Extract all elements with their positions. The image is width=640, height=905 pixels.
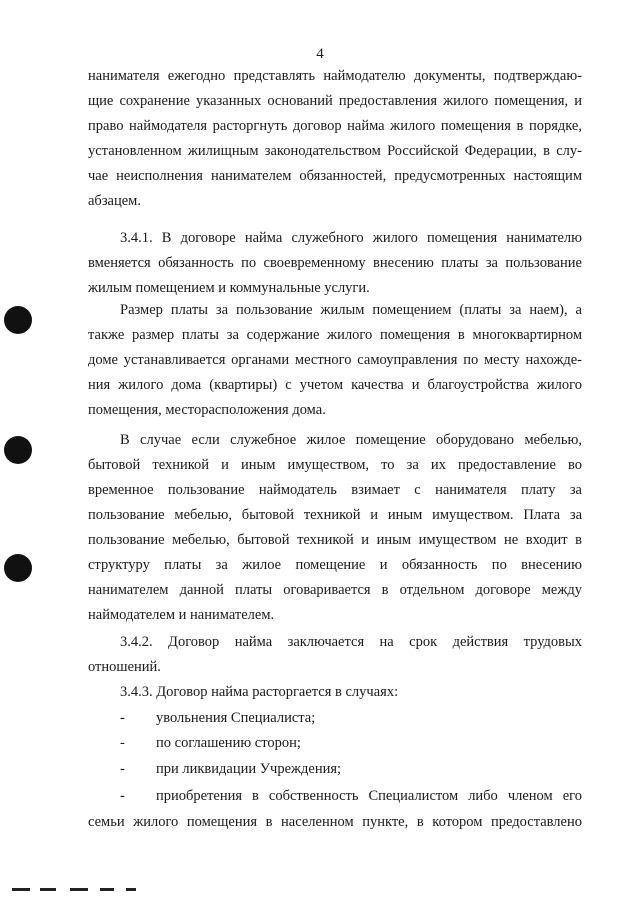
text-line: отношений.	[88, 659, 161, 675]
paragraph-furniture	[88, 428, 582, 628]
text-line: право наймодателя расторгнуть договор найма жилого помещения в порядке,	[88, 118, 582, 134]
text-line: чае неисполнения нанимателем обязанностей, предусмотренных настоящим	[88, 168, 582, 184]
text-line: также размер платы за содержание жилого помещения в многоквартирном	[88, 327, 582, 343]
text-line: структуру платы за жилое помещение и обязанность по внесению	[88, 557, 582, 573]
list-item-text: при ликвидации Учреждения;	[156, 761, 342, 777]
paragraph-3-4-2	[88, 630, 582, 680]
list-dash: -	[120, 735, 125, 751]
scan-mark	[100, 888, 114, 891]
text-line: щие сохранение указанных оснований предоставления жилого помещения, и	[88, 93, 582, 109]
paragraph-3-4-1	[88, 226, 582, 301]
paragraph-3-4-3	[88, 680, 582, 705]
paragraph-payment-size	[88, 298, 582, 423]
text-line: В случае если служебное жилое помещение оборудовано мебелью,	[120, 432, 582, 448]
list-item	[88, 757, 582, 782]
text-line: 3.4.2. Договор найма заключается на срок действия трудовых	[120, 634, 582, 650]
text-line: семьи жилого помещения в населенном пункте, в котором предоставлено	[88, 814, 582, 830]
list-item	[88, 731, 582, 756]
scan-mark	[70, 888, 88, 891]
list-dash: -	[120, 761, 125, 777]
scan-mark	[126, 888, 136, 891]
text-line: помещения, месторасположения дома.	[88, 402, 326, 418]
text-line: нанимателем данной платы оговаривается в отдельном договоре между	[88, 582, 582, 598]
text-line: бытовой техникой и иным имуществом, то за их предоставление во	[88, 457, 582, 473]
list-item-text: по соглашению сторон;	[156, 735, 301, 751]
text-line: нанимателя ежегодно представлять наймодателю документы, подтверждаю-	[88, 68, 582, 84]
text-line: временное пользование наймодатель взимает с нанимателя плату за	[88, 482, 582, 498]
text-line: установленном жилищным законодательством Российской Федерации, в слу-	[88, 143, 582, 159]
list-item	[88, 706, 582, 731]
text-line: доме устанавливается органами местного самоуправления по месту нахожде-	[88, 352, 582, 368]
scan-mark	[12, 888, 30, 891]
list-item	[88, 784, 582, 809]
scan-mark	[40, 888, 56, 891]
text-line: ния жилого дома (квартиры) с учетом качества и благоустройства жилого	[88, 377, 582, 393]
paragraph-continuation-end	[88, 810, 582, 835]
page-number: 4	[316, 46, 324, 62]
paragraph-continuation	[88, 64, 582, 214]
text-line: пользование мебелью, бытовой техникой и иным имуществом не входит в	[88, 532, 582, 548]
list-dash: -	[120, 710, 125, 726]
text-line: 3.4.1. В договоре найма служебного жилого помещения нанимателю	[120, 230, 582, 246]
text-line: Размер платы за пользование жилым помещением (платы за наем), а	[120, 302, 582, 318]
text-line: 3.4.3. Договор найма расторгается в случаях:	[120, 684, 399, 700]
list-dash: -	[120, 788, 125, 804]
text-line: жилым помещением и коммунальные услуги.	[88, 280, 370, 296]
scan-artifact-marks	[12, 888, 142, 894]
text-line: абзацем.	[88, 193, 141, 209]
text-line: пользование мебелью, бытовой техникой и иным имуществом. Плата за	[88, 507, 582, 523]
list-item-text: увольнения Специалиста;	[156, 710, 316, 726]
list-item-text: приобретения в собственность Специалистом либо членом его	[156, 788, 582, 804]
text-line: вменяется обязанность по своевременному внесению платы за пользование	[88, 255, 582, 271]
punch-hole-mark	[4, 554, 32, 582]
text-line: наймодателем и нанимателем.	[88, 607, 275, 623]
punch-hole-mark	[4, 436, 32, 464]
punch-hole-mark	[4, 306, 32, 334]
